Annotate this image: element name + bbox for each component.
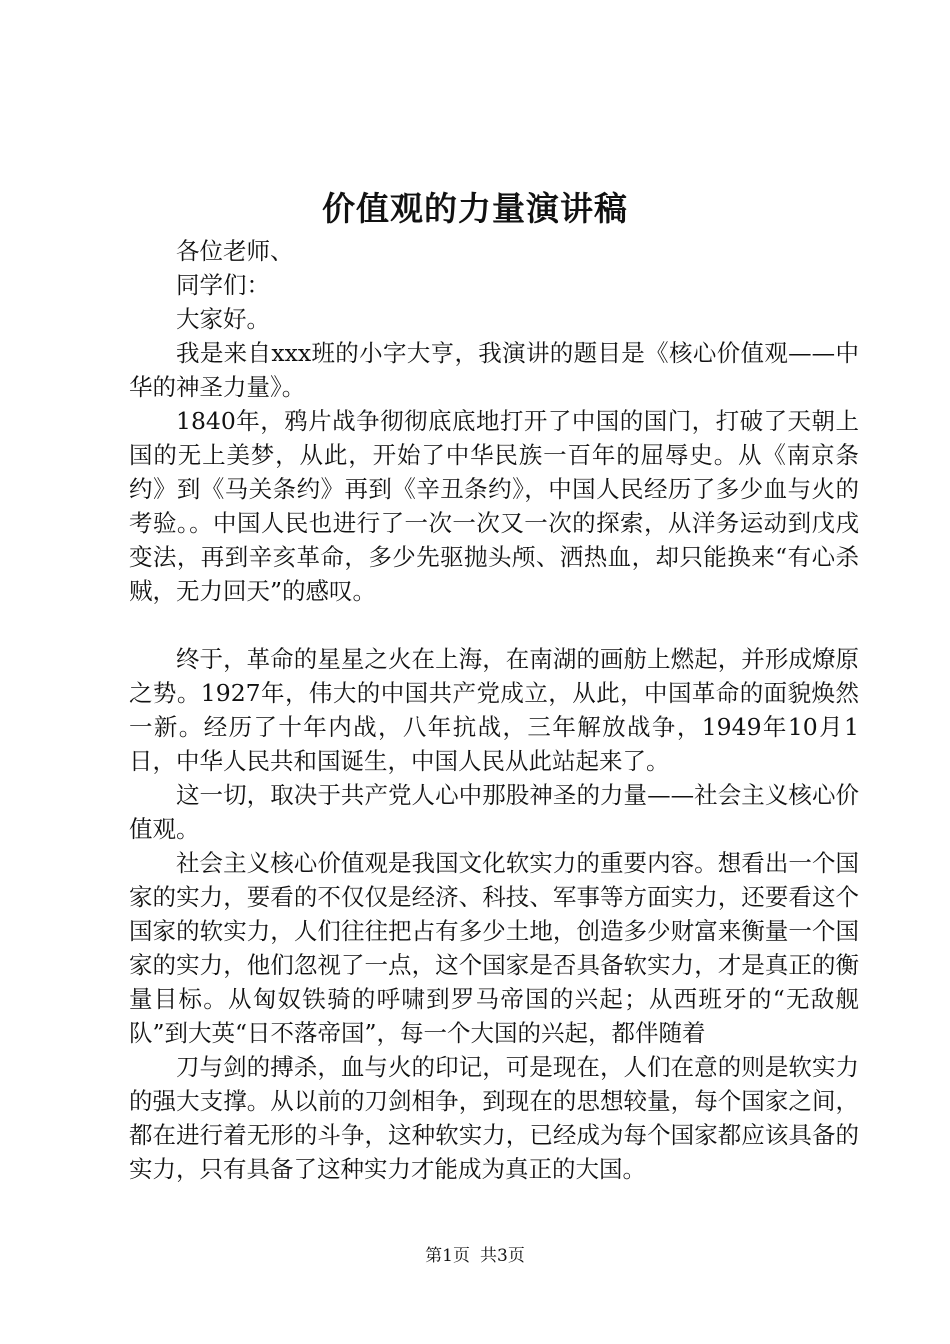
paragraph-introduction: 我是来自xxx班的小字大亨，我演讲的题目是《核心价值观——中华的神圣力量》。	[129, 339, 859, 401]
page-total: 共3页	[480, 1246, 525, 1266]
paragraph-revolution: 终于，革命的星星之火在上海，在南湖的画舫上燃起，并形成燎原之势。1927年，伟大的中国共产党成立，从此，中国革命的面貌焕然一新。经历了十年内战，八年抗战，三年解放战争，1949年10月1日，中华人民共和国诞生，中国人民从此站起来了。	[129, 645, 859, 775]
document-body	[129, 234, 859, 1186]
paragraph-core-values: 这一切，取决于共产党人心中那股神圣的力量——社会主义核心价值观。	[129, 781, 859, 843]
greeting: 大家好。	[176, 305, 270, 333]
salutation-teachers: 各位老师、	[176, 237, 294, 265]
salutation-students: 同学们：	[176, 271, 270, 299]
paragraph-soft-power: 社会主义核心价值观是我国文化软实力的重要内容。想看出一个国家的实力，要看的不仅仅是经济、科技、军事等方面实力，还要看这个国家的软实力，人们往往把占有多少土地，创造多少财富来衡量一个国家的实力，他们忽视了一点，这个国家是否具备软实力，才是真正的衡量目标。从匈奴铁骑的呼啸到罗马帝国的兴起；从西班牙的“无敌舰队”到大英“日不落帝国”，每一个大国的兴起，都伴随着	[129, 849, 859, 1047]
page-number: 第1页	[425, 1246, 470, 1266]
paragraph-conclusion: 刀与剑的搏杀，血与火的印记，可是现在，人们在意的则是软实力的强大支撑。从以前的刀剑相争，到现在的思想较量，每个国家之间，都在进行着无形的斗争，这种软实力，已经成为每个国家都应该具备的实力，只有具备了这种实力才能成为真正的大国。	[129, 1053, 859, 1183]
page-footer	[0, 1244, 950, 1268]
paragraph-history: 1840年，鸦片战争彻彻底底地打开了中国的国门，打破了天朝上国的无上美梦，从此，开始了中华民族一百年的屈辱史。从《南京条约》到《马关条约》再到《辛丑条约》，中国人民经历了多少血与火的考验。。中国人民也进行了一次一次又一次的探索，从洋务运动到戊戌变法，再到辛亥革命，多少先驱抛头颅、洒热血，却只能换来“有心杀贼，无力回天”的感叹。	[129, 407, 859, 605]
document-title: 价值观的力量演讲稿	[322, 189, 628, 228]
